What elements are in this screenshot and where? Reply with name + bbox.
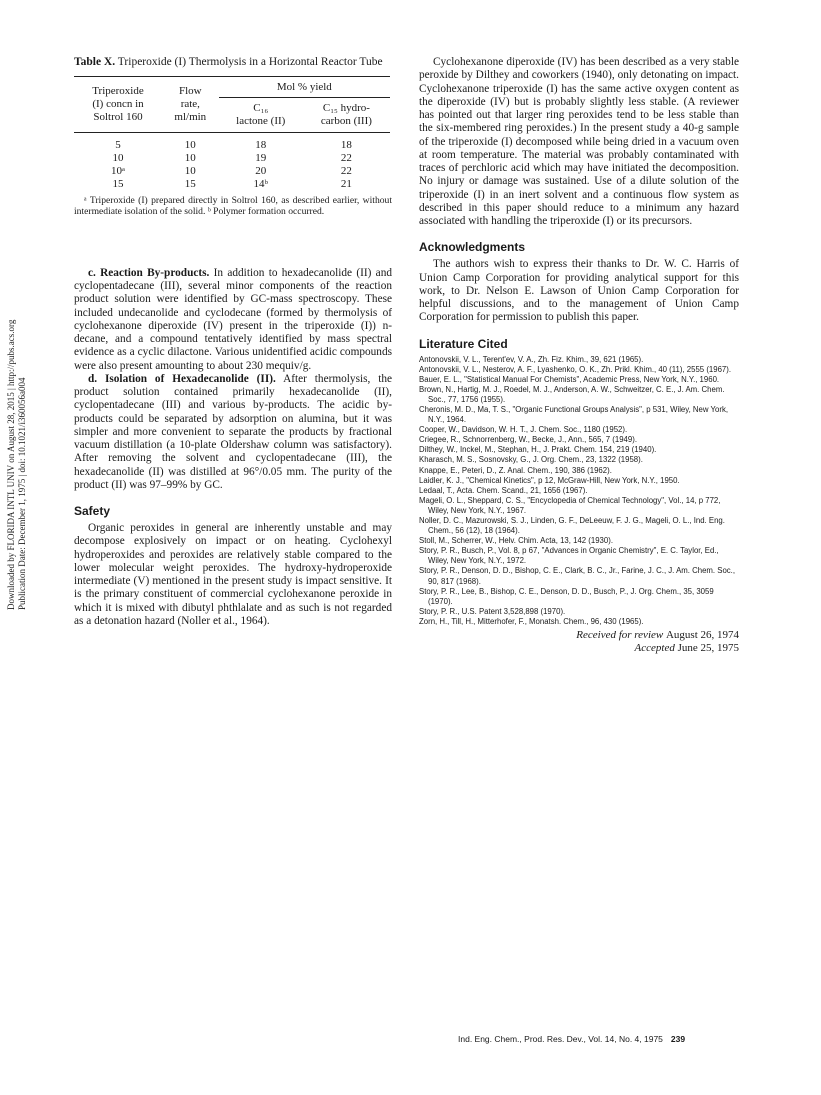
left-column	[74, 56, 392, 628]
reference-item: Antonovskii, V. L., Terent'ev, V. A., Zh. Fiz. Khim., 39, 621 (1965).	[419, 354, 644, 364]
results-table: Triperoxide (I) concn in Soltrol 160 Flow rate, ml/min Mol % yield C₁₆ C₁₅ hydro- lactone (II) carbon (III) 5 10 18 18 10 10 19 22 10ᵃ 10 20 22 15 15 14ᵇ 21	[74, 76, 390, 191]
table-row: 5 10 18 18	[115, 138, 352, 151]
reference-item: Antonovskii, V. L., Nesterov, A. F., Lyashenko, O. K., Zh. Prikl. Khim., 40 (11), 2555 (1967).	[419, 364, 732, 374]
ack-paragraph: The authors wish to express their thanks to Dr. W. C. Harris of Union Camp Corporation for providing analytical support for this work, to Dr. Nelson E. Lawson of Union Camp Corporation for helpful discussions, and to the management of Union Camp Corporation for permission to publish this paper.	[419, 258, 739, 324]
page-footer	[458, 1034, 685, 1044]
reference-item: Knappe, E., Peteri, D., Z. Anal. Chem., 190, 386 (1962).	[419, 465, 612, 475]
download-sidebar	[6, 319, 46, 630]
download-line: Downloaded by FLORIDA INTL UNIV on August 28, 2015 | http://pubs.acs.org	[6, 319, 16, 610]
reference-item: Mageli, O. L., Sheppard, C. S., "Encyclopedia of Chemical Technology", Vol., 14, p 772, Wiley, New York, N.Y., 1967.	[419, 495, 721, 515]
section-c-heading: c. Reaction By-products.	[88, 266, 210, 279]
reference-item: Criegee, R., Schnorrenberg, W., Becke, J., Ann., 565, 7 (1949).	[419, 435, 637, 445]
literature-heading: Literature Cited	[419, 336, 508, 351]
reference-item: Laidler, K. J., "Chemical Kinetics", p 12, McGraw-Hill, New York, N.Y., 1950.	[419, 475, 680, 485]
reference-item: Zorn, H., Till, H., Mitterhofer, F., Monatsh. Chem., 96, 430 (1965).	[419, 616, 644, 626]
reference-item: Brown, N., Hartig, M. J., Roedel, M. J., Anderson, A. W., Schweitzer, C. E., J. Am. Chem. Soc., 77, 1756 (1955).	[419, 384, 725, 404]
reference-item: Story, P. R., Lee, B., Bishop, C. E., Denson, D. D., Busch, P., J. Org. Chem., 35, 3059 (1970).	[419, 586, 714, 606]
group-header: Mol % yield	[219, 76, 390, 97]
section-d-heading: d. Isolation of Hexadecanolide (II).	[88, 372, 276, 385]
reference-item: Cheronis, M. D., Ma, T. S., "Organic Functional Groups Analysis", p 531, Wiley, New York, N.Y., 1964.	[419, 404, 729, 425]
reference-list	[419, 355, 739, 628]
review-dates: Received for review August 26, 1974 Accepted June 25, 1975	[576, 629, 739, 655]
reference-item: Story, P. R., U.S. Patent 3,528,898 (1970).	[419, 606, 566, 616]
safety-paragraph-2: Cyclohexanone diperoxide (IV) has been described as a very stable peroxide by Dilthey and coworkers (1940), only detonating on impact. Cyclohexanone triperoxide (I) has the same active oxygen content as the diperoxide (IV) but is probably slightly less stable. (A reviewer has pointed out that larger ring peroxides tend to be less stable than the six-membered ring peroxides.) In the present study a 40-g sample of the triperoxide (I) decomposed while being dried in a vacuum oven at room temperature. The material was probably contaminated with traces of perchloric acid which may have initiated the decomposition. No injury or damage was sustained. Use of a dilute solution of the triperoxide (I) in an inert solvent and a continuous flow system as described in this paper should reduce to a minimum any hazard associated with handling the triperoxide (I) or its precursors.	[419, 56, 739, 227]
table-row: 15 15 14ᵇ 21	[112, 177, 352, 190]
safety-paragraph-1: Organic peroxides in general are inherently unstable and may decompose explosively on impact or on heating. Cyclohexyl hydroperoxides and peroxides are relatively stable compared to the lower molecular weight peroxides. The hydroxy-hydroperoxide intermediate (V) mentioned in the present study is impact sensitive. It is the primary constituent of commercial cyclohexanone peroxide in which it is mixed with dibutyl phthlalate and as such is not regarded as a detonation hazard (Noller et al., 1964).	[74, 522, 392, 627]
col-hydrocarbon-header: C₁₅ hydro-	[322, 101, 370, 114]
reference-item: Stoll, M., Scherrer, W., Helv. Chim. Acta, 13, 142 (1930).	[419, 536, 613, 546]
col-concn-header: Triperoxide (I) concn in Soltrol 160	[74, 76, 162, 132]
reference-item: Bauer, E. L., "Statistical Manual For Chemists", Academic Press, New York, N.Y., 1960.	[419, 374, 720, 384]
table-row: 10ᵃ 10 20 22	[110, 164, 352, 177]
table-footnote: ᵃ Triperoxide (I) prepared directly in Soltrol 160, as described earlier, without intermediate isolation of the solid. ᵇ Polymer formation occurred.	[74, 194, 392, 217]
table-row: 10 10 19 22	[112, 151, 352, 164]
reference-item: Ledaal, T., Acta. Chem. Scand., 21, 1656 (1967).	[419, 485, 588, 495]
safety-heading: Safety	[74, 504, 111, 519]
right-column	[419, 56, 739, 655]
section-d: d. Isolation of Hexadecanolide (II). After thermolysis, the product solution contained primarily hexadecanolide (II), cyclopentadecane (III) and various by-products. The acidic by-products could be separated by adsorption on alumina, but it was simpler and more convenient to separate the products by fractional vacuum distillation (a 10-plate Oldershaw column was satisfactory). After removing the solvent and cyclopentadecane (III), the hexadecanolide (II) was distilled at 96°/0.05 mm. The purity of the product (II) was 97–99% by GC.	[74, 372, 393, 491]
reference-item: Story, P. R., Denson, D. D., Bishop, C. E., Clark, B. C., Jr., Farine, J. C., J. Am. Chem. Soc., 90, 817 (1968).	[419, 566, 736, 586]
ack-heading: Acknowledgments	[419, 240, 526, 255]
journal-citation: Ind. Eng. Chem., Prod. Res. Dev., Vol. 14, No. 4, 1975	[458, 1034, 663, 1044]
reference-item: Dilthey, W., Inckel, M., Stephan, H., J. Prakt. Chem. 154, 219 (1940).	[419, 445, 657, 455]
col-flow-header: Flow rate, ml/min	[162, 76, 219, 132]
reference-item: Cooper, W., Davidson, W. H. T., J. Chem. Soc., 1180 (1952).	[419, 425, 628, 435]
table-caption	[74, 56, 392, 70]
reference-item: Story, P. R., Busch, P., Vol. 8, p 67, "Advances in Organic Chemistry", E. C. Taylor, Ed., Wiley, New York, N.Y., 1972.	[419, 546, 719, 566]
reference-item: Noller, D. C., Mazurowski, S. J., Linden, G. F., DeLeeuw, F. J. G., Mageli, O. L., Ind. Eng. Chem., 56 (12), 18 (1964).	[419, 516, 725, 536]
page-number: 239	[670, 1034, 686, 1044]
section-c: c. Reaction By-products. In addition to hexadecanolide (II) and cyclopentadecane (III), several minor components of the reaction product solution were identified by GC-mass spectroscopy. These included undecanolide and cyclodecane (formed by thermolysis of cyclohexanone diperoxide (IV) present in the triperoxide (I)) n-decane, and a compound tentatively identified by mass spectral evidence as a cyclic dilactone. Various unidentified acidic compounds were also present amounting to about 230 mequiv/g.	[74, 266, 392, 372]
publication-line: Publication Date: December 1, 1975 | doi: 10.1021/i360056a004	[17, 377, 27, 610]
col-lactone-header: C₁₆	[253, 101, 269, 114]
table-label: Table X.	[74, 56, 116, 68]
reference-item: Kharasch, M. S., Sosnovsky, G., J. Org. Chem., 23, 1322 (1958).	[419, 455, 643, 465]
table-title: Triperoxide (I) Thermolysis in a Horizontal Reactor Tube	[117, 56, 383, 68]
